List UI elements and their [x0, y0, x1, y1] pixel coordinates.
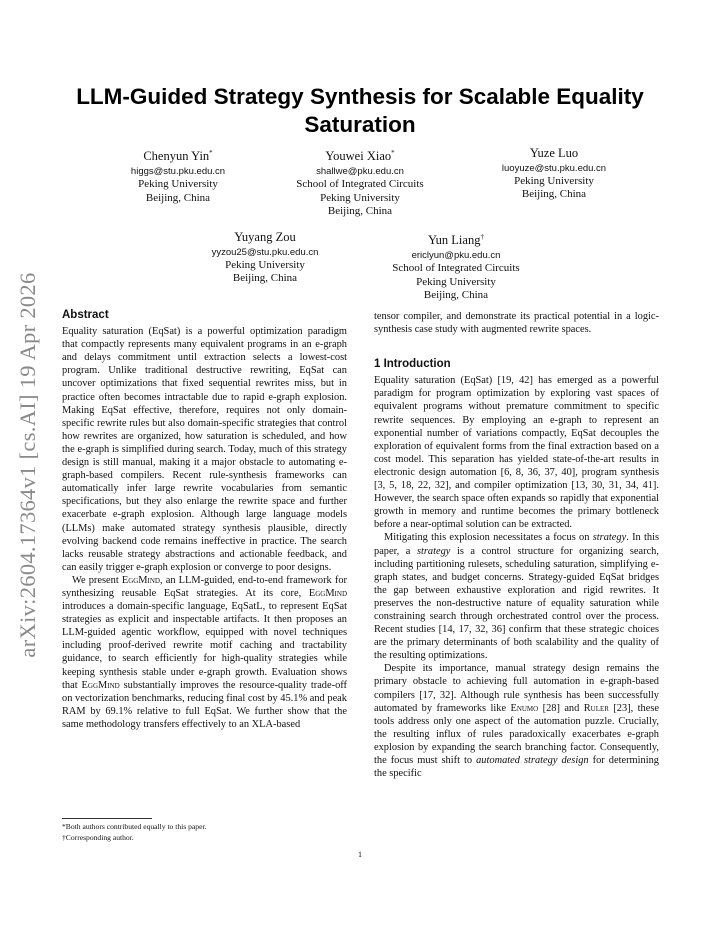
intro-paragraph: Equality saturation (EqSat) [19, 42] has emerged as a powerful paradigm for program optimization by exploring vast spaces of equivalent programs without premature commitment to specific rewrite sequences. By employing an e-graph to represent an exponential number of variations compactly, EqSat decouples the exploration of equivalent forms from the final extraction based on a cost model. This separation has yielded state-of-the-art results in electronic design automation [6, 8, 36, 37, 40], program synthesis [3, 5, 18, 22, 32], and compiler optimization [13, 30, 31, 34, 41]. However, the search space often expands so rapidly that exponential growth in memory and runtime becomes the primary bottleneck before a near-optimal solution can be extracted.	[374, 375, 659, 531]
right-column	[374, 310, 659, 780]
author-location: Beijing, China	[327, 204, 393, 217]
author-affiliation: Peking University	[514, 175, 594, 188]
author-block	[78, 145, 278, 205]
author-email: higgs@stu.pku.edu.cn	[130, 166, 226, 178]
text-run: . In this paper, a	[374, 532, 660, 557]
author-mark: *	[391, 149, 395, 157]
author-mark: *	[209, 149, 213, 157]
abstract-paragraph	[62, 574, 347, 731]
text-run: substantially improves the resource-quality trade-off on vectorization benchmarks, reducing final cost by 45.1% and peak RAM by 69.1% relative to full EqSat. We further show that the same methodology transfers effectively to an XLA-based	[62, 679, 348, 730]
footnote: †Corresponding author.	[62, 832, 134, 842]
author-affiliation: School of Integrated Circuits	[392, 262, 520, 275]
text-run: introduces a domain-specific language, EqSatL, to represent EqSat strategies as explicit and inspectable artifacts. It then proposes an LLM-guided agentic workflow, equipped with novel techniques including proof-derived rewrite motif caching and tractability guidance, to search efficiently for high-quality strategies while keeping synthesis stable under e-graph growth. Evaluation shows that	[62, 601, 347, 691]
left-column	[62, 309, 347, 731]
abstract-heading: Abstract	[62, 309, 109, 321]
page-number: 1	[358, 850, 362, 859]
author-mark: †	[480, 233, 484, 241]
text-run: We present	[72, 574, 122, 586]
footnote-divider	[62, 818, 152, 819]
arxiv-identifier: arXiv:2604.17364v1 [cs.AI] 19 Apr 2026	[15, 272, 40, 658]
intro-paragraph	[374, 531, 659, 662]
text-run: , an LLM-guided, end-to-end framework for synthesizing reusable EqSat strategies. At its core,	[62, 574, 347, 599]
system-name: Enumo	[510, 702, 539, 714]
text-run: [23], these tools address only one aspect of the automation puzzle. Crucially, the resulting influx of rules paradoxically exacerbates e-graph explosion by expanding the search branching factor. Consequently, the focus must shift to	[374, 702, 660, 766]
system-name: EggMind	[121, 574, 160, 586]
author-email: luoyuze@stu.pku.edu.cn	[501, 163, 607, 174]
author-name: Chenyun Yin	[143, 149, 210, 164]
author-affiliation: Peking University	[138, 178, 218, 191]
author-affiliation: Peking University	[320, 191, 400, 204]
abstract-continuation: tensor compiler, and demonstrate its practical potential in a logic-synthesis case study with augmented rewrite spaces.	[374, 311, 659, 336]
system-name: EggMind	[308, 587, 347, 599]
system-name: Ruler	[583, 702, 609, 714]
author-name: Yuyang Zou	[234, 230, 296, 244]
system-name: EggMind	[81, 679, 120, 691]
author-location: Beijing, China	[145, 191, 211, 204]
text-run: for determining the specific	[374, 755, 659, 780]
text-run: Despite its importance, manual strategy design remains the primary obstacle to achieving full automation in e-graph-based compilers [17, 32]. Although rule synthesis has been successfully automated by frameworks like	[374, 663, 659, 714]
author-location: Beijing, China	[423, 288, 489, 301]
footnotes	[62, 822, 206, 843]
author-email: yyzou25@stu.pku.edu.cn	[211, 247, 319, 258]
footnote: *Both authors contributed equally to this paper.	[62, 822, 207, 831]
emphasis: automated strategy design	[476, 755, 589, 766]
author-email: ericlyun@pku.edu.cn	[411, 250, 501, 262]
emphasis: strategy	[592, 532, 627, 544]
intro-paragraph	[374, 662, 659, 780]
abstract-paragraph: Equality saturation (EqSat) is a powerful optimization paradigm that compactly represents many equivalent programs in an e-graph and delays commitment until extraction selects a lowest-cost program. Unlike traditional destructive rewriting, EqSat can uncover optimizations that fixed sequential rewrites miss, but in practice often becomes intractable due to rapid e-graph explosion. Making EqSat effective, therefore, requires not only domain-specific rewrite rules but also domain-specific strategies that control how rewrites are organized, how saturation is scheduled, and how the e-graph is simplified during search. Today, much of this strategy design is still manual, making it a major obstacle to automating e-graph-based compilers. Recent rule-synthesis frameworks can automatically infer large rewrite vocabularies from semantic specifications, but they also enlarge the rewrite space and further exacerbate e-graph explosion. Although large language models (LLMs) make automated strategy synthesis plausible, directly evolving backend code remains ineffective in practice. The search lacks reusable strategy abstractions and actionable feedback, and can easily trigger e-graph explosion or converge to poor designs.	[62, 326, 347, 573]
text-run: [28] and	[538, 702, 584, 714]
text-run: Mitigating this explosion necessitates a focus on	[384, 532, 593, 544]
author-affiliation: Peking University	[225, 259, 305, 272]
author-block	[356, 229, 556, 302]
author-name: Yun Liang	[428, 233, 481, 248]
emphasis: strategy	[416, 545, 451, 557]
author-email: shallwe@pku.edu.cn	[316, 166, 404, 178]
text-run: is a control structure for organizing search, including partitioning rulesets, scheduling saturation, simplifying e-graph states, and budget concerns. Strategy-guided EqSat bridges the gap between exhaustive exploration and rigid rewrites. It preserves the non-destructive nature of equality saturation while constraining search through orchestrated control over the process. Recent studies [14, 17, 32, 36] confirm that these strategic choices are the primary determinants of both scalability and the quality of the resulting optimizations.	[374, 545, 659, 662]
author-block	[165, 229, 365, 286]
paper-title: LLM-Guided Strategy Synthesis for Scalable Equality Saturation	[76, 84, 644, 137]
author-block	[454, 145, 654, 202]
author-affiliation: School of Integrated Circuits	[296, 178, 424, 191]
author-location: Beijing, China	[521, 188, 587, 201]
author-block	[260, 145, 460, 218]
author-location: Beijing, China	[232, 272, 298, 285]
author-name: Yuze Luo	[529, 146, 579, 160]
author-name: Youwei Xiao	[325, 149, 392, 164]
author-affiliation: Peking University	[416, 275, 496, 288]
introduction-heading: 1 Introduction	[374, 358, 451, 371]
